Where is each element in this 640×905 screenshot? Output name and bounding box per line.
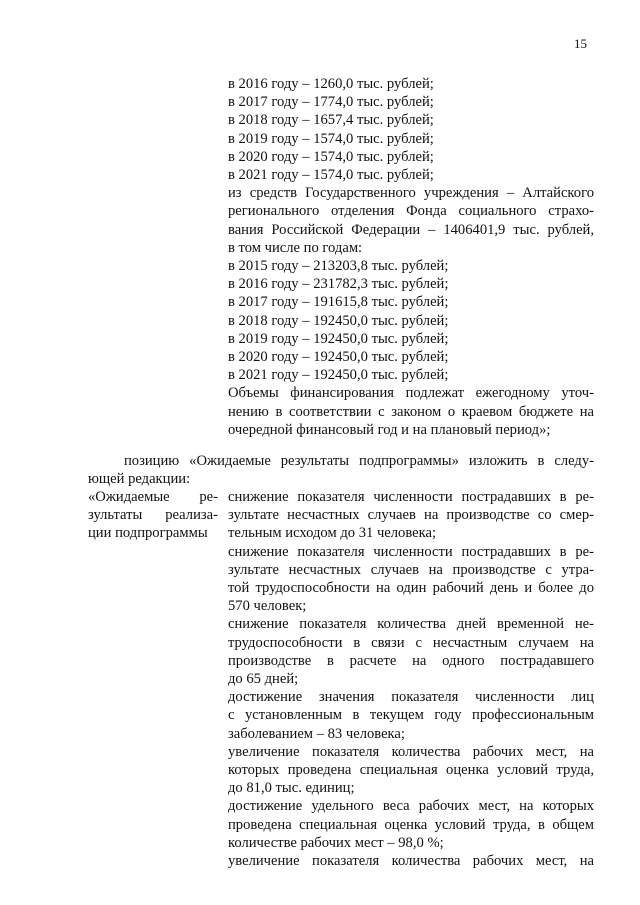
fund-source-paragraph — [228, 184, 594, 257]
funding-year-line: в 2016 году – 231782,3 тыс. рублей; — [228, 276, 449, 293]
result-line: снижение показателя количества дней временной не- — [228, 616, 594, 633]
result-item — [228, 797, 594, 852]
result-line: производстве в расчете на одного пострадавшего — [228, 652, 594, 669]
result-item — [228, 543, 594, 616]
funding-year-line: в 2017 году – 191615,8 тыс. рублей; — [228, 294, 449, 311]
label-line: зультаты реализа- — [88, 507, 218, 524]
funding-years-list-1 — [228, 75, 594, 184]
funding-year-line: в 2019 году – 1574,0 тыс. рублей; — [228, 130, 434, 147]
result-line: заболеванием – 83 человека; — [228, 725, 405, 742]
result-line: с установленным в текущем году профессиональным — [228, 707, 594, 724]
result-line: зультате несчастных случаев на производстве со смер- — [228, 507, 594, 524]
fund-source-line: из средств Государственного учреждения – Алтайского — [228, 185, 594, 202]
result-item — [228, 615, 594, 688]
label-line: ции подпрограммы — [88, 525, 208, 542]
volumes-note-line: Объемы финансирования подлежат ежегодному уточ- — [228, 385, 594, 402]
result-line: до 81,0 тыс. единиц; — [228, 780, 355, 797]
result-line: до 65 дней; — [228, 671, 299, 688]
result-line: 570 человек; — [228, 598, 307, 615]
result-line: снижение показателя численности пострадавших в ре- — [228, 489, 594, 505]
result-item — [228, 688, 594, 743]
result-line: снижение показателя численности пострадавших в ре- — [228, 543, 594, 560]
result-line: увеличение показателя количества рабочих мест, на — [228, 853, 594, 870]
result-item — [228, 852, 594, 870]
funding-year-line: в 2016 году – 1260,0 тыс. рублей; — [228, 76, 434, 92]
result-line: достижение удельного веса рабочих мест, на которых — [228, 798, 594, 815]
result-line: увеличение показателя количества рабочих мест, на — [228, 743, 594, 760]
funding-block — [228, 75, 594, 439]
result-line: тельным исходом до 31 человека; — [228, 525, 437, 542]
funding-year-line: в 2019 году – 192450,0 тыс. рублей; — [228, 330, 449, 347]
result-line: той трудоспособности на один рабочий день и более до — [228, 580, 594, 597]
result-item — [228, 488, 594, 543]
result-line: которых проведена специальная оценка условий труда, — [228, 762, 594, 779]
funding-year-line: в 2018 году – 1657,4 тыс. рублей; — [228, 112, 434, 129]
result-line: достижение значения показателя численности лиц — [228, 689, 594, 706]
volumes-note-line: нению в соответствии с законом о краевом бюджете на — [228, 403, 594, 420]
funding-year-line: в 2017 году – 1774,0 тыс. рублей; — [228, 94, 434, 111]
funding-years-list-2 — [228, 257, 594, 384]
funding-year-line: в 2021 году – 192450,0 тыс. рублей; — [228, 367, 449, 384]
funding-year-line: в 2015 году – 213203,8 тыс. рублей; — [228, 258, 449, 275]
funding-year-line: в 2020 году – 192450,0 тыс. рублей; — [228, 349, 449, 366]
funding-year-line: в 2020 году – 1574,0 тыс. рублей; — [228, 148, 434, 165]
volumes-note-line: очередной финансовый год и на плановый период»; — [228, 421, 551, 438]
position-intro-line: ющей редакции: — [88, 471, 191, 488]
volumes-note-paragraph — [228, 384, 594, 439]
expected-results-list — [228, 488, 594, 870]
result-line: количестве рабочих мест – 98,0 %; — [228, 834, 444, 851]
fund-source-line: вания Российской Федерации – 1406401,9 тыс. рублей, — [228, 221, 594, 238]
expected-results-label — [88, 488, 218, 543]
position-intro-paragraph — [88, 452, 594, 488]
result-line: зультате несчастных случаев на производстве с утра- — [228, 561, 594, 578]
position-intro-line: позицию «Ожидаемые результаты подпрограммы» изложить в следу- — [124, 453, 594, 469]
result-line: трудоспособности в связи с несчастным случаем на — [228, 634, 594, 651]
funding-year-line: в 2018 году – 192450,0 тыс. рублей; — [228, 312, 449, 329]
fund-source-line: в том числе по годам: — [228, 239, 363, 256]
fund-source-line: регионального отделения Фонда социального страхо- — [228, 203, 594, 220]
funding-year-line: в 2021 году – 1574,0 тыс. рублей; — [228, 167, 434, 184]
result-line: проведена специальная оценка условий труда, в общем — [228, 816, 594, 833]
label-line: «Ожидаемые ре- — [88, 489, 218, 505]
page-number: 15 — [574, 36, 587, 51]
result-item — [228, 743, 594, 798]
